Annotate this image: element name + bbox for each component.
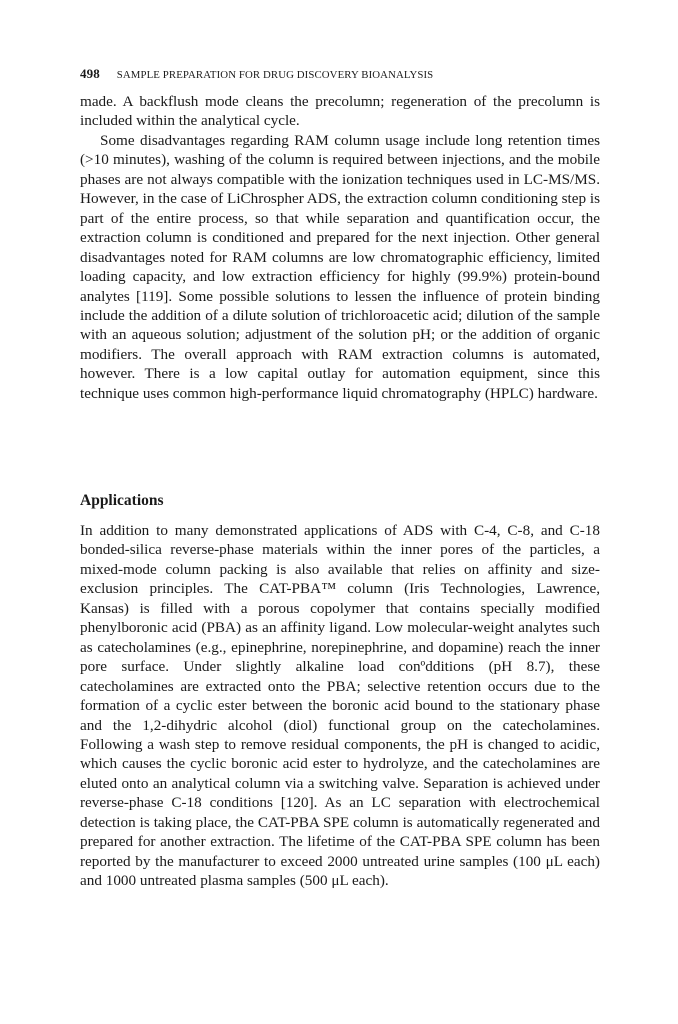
running-title: SAMPLE PREPARATION FOR DRUG DISCOVERY BIOANALYSIS — [116, 69, 434, 81]
page-number: 498 — [80, 66, 100, 81]
paragraph-applications: In addition to many demonstrated applications of ADS with C-4, C-8, and C-18 bonded-silica reverse-phase materials within the inner pores of the particles, a mixed-mode column packing is also available that relies on affinity and size-exclusion principles. The CAT-PBA™ column (Iris Technologies, Lawrence, Kansas) is filled with a porous copolymer that contains specially modified phenylboronic acid (PBA) as an affinity ligand. Low molecular-weight analytes such as catecholamines (e.g., epinephrine, norepinephrine, and dopamine) reach the inner pore surface. Under slightly alkaline load conºdditions (pH 8.7), these catecholamines are extracted onto the PBA; selective retention occurs due to the formation of a cyclic ester between the boronic acid bound to the stationary phase and the 1,2-dihydric alcohol (diol) functional group on the catecholamines. Following a wash step to remove residual components, the pH is changed to acidic, which causes the cyclic boronic acid ester to hydrolyze, and the catecholamines are eluted onto an analytical column via a switching valve. Separation is achieved under reverse-phase C-18 conditions [120]. As an LC separation with electrochemical detection is taking place, the CAT-PBA SPE column is automatically regenerated and prepared for another extraction. The lifetime of the CAT-PBA SPE column has been reported by the manufacturer to exceed 2000 untreated urine samples (100 μL each) and 1000 untreated plasma samples (500 μL each). — [80, 522, 600, 890]
paragraph-disadvantages: Some disadvantages regarding RAM column usage include long retention times (>10 minutes), washing of the column is required between injections, and the mobile phases are not always compatible with the ionization techniques used in LC-MS/MS. However, in the case of LiChrospher ADS, the extraction column conditioning step is part of the entire process, so that while separation and quantification occur, the extraction column is conditioned and prepared for the next injection. Other general disadvantages noted for RAM columns are low chromatographic efficiency, limited loading capacity, and low extraction efficiency for highly (99.9%) protein-bound analytes [119]. Some possible solutions to lessen the influence of protein binding include the addition of a dilute solution of trichloroacetic acid; dilution of the sample with an aqueous solution; adjustment of the solution pH; or the addition of organic modifiers. The overall approach with RAM extraction columns is automated, however. There is a low capital outlay for automation equipment, since this technique uses common high-performance liquid chromatography (HPLC) hardware. — [80, 131, 600, 402]
section-heading-applications: Applications — [80, 492, 164, 509]
paragraph-continuation: made. A backflush mode cleans the precolumn; regeneration of the precolumn is included within the analytical cycle. — [80, 93, 600, 130]
body-text-block — [80, 92, 600, 403]
running-header — [80, 66, 600, 82]
body-text-block — [80, 521, 600, 891]
